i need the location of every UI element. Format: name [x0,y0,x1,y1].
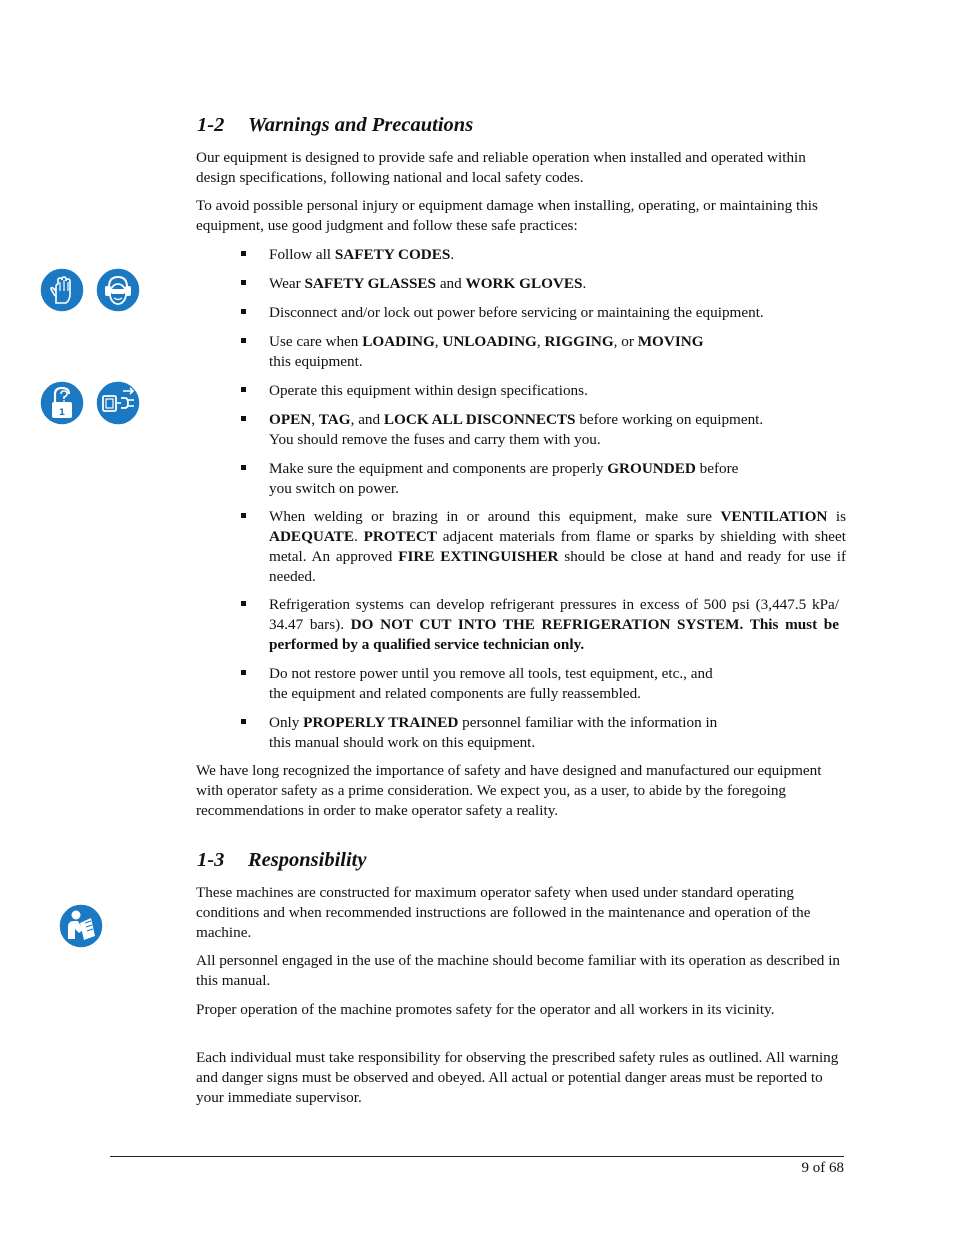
paragraph: Our equipment is designed to provide safe and reliable operation when installed and operated within design specifications, following national and local safety codes. [196,149,806,186]
list-item: OPEN, TAG, and LOCK ALL DISCONNECTS before working on equipment. You should remove the fuses and carry them with you. [269,410,846,450]
list-item: Only PROPERLY TRAINED personnel familiar with the information in this manual should work on this equipment. [269,713,846,753]
section-title: Warnings and Precautions [248,114,474,136]
paragraph: Each individual must take responsibility for observing the prescribed safety rules as outlined. All warning and danger signs must be observed and obeyed. All actual or potential danger areas must be reported to your immediate supervisor. [196,1049,839,1106]
paragraph: These machines are constructed for maximum operator safety when used under standard operating conditions and when recommended instructions are followed in the maintenance and operation of the machine. [196,884,811,941]
list-item: Follow all SAFETY CODES. [269,245,846,265]
paragraph: We have long recognized the importance of safety and have designed and manufactured our equipment with operator safety as a prime consideration. We expect you, as a user, to abide by the foregoing recommendations in order to make operator safety a reality. [196,762,822,819]
wear-safety-glasses-icon [95,267,141,313]
paragraph: All personnel engaged in the use of the machine should become familiar with its operation as described in this manual. [196,952,841,989]
read-manual-icon [58,903,104,949]
section-heading-warnings [197,114,473,137]
paragraph: To avoid possible personal injury or equipment damage when installing, operating, or maintaining this equipment, use good judgment and follow these safe practices: [196,197,818,234]
list-item: Do not restore power until you remove all tools, test equipment, etc., and the equipment and related components are fully reassembled. [269,664,846,704]
list-item: Refrigeration systems can develop refrigerant pressures in excess of 500 psi (3,447.5 kPa/ 34.47 bars). DO NOT CUT INTO THE REFRIGERATION SYSTEM. This must be performed by a qualified service technician only. [269,595,839,655]
list-item: Operate this equipment within design specifications. [269,381,846,401]
section-number: 1-2 [197,114,225,136]
page-number: 9 of 68 [801,1160,844,1176]
paragraph: Proper operation of the machine promotes safety for the operator and all workers in its vicinity. [196,1001,775,1018]
list-item: When welding or brazing in or around this equipment, make sure VENTILATION is ADEQUATE. PROTECT adjacent materials from flame or sparks by shielding with sheet metal. An approved FIRE EXTINGUISHER should be close at hand and ready for use if needed. [269,507,846,587]
list-item: Wear SAFETY GLASSES and WORK GLOVES. [269,274,846,294]
wear-gloves-icon [39,267,85,313]
list-item: Use care when LOADING, UNLOADING, RIGGING, or MOVING this equipment. [269,332,846,372]
list-item: Disconnect and/or lock out power before servicing or maintaining the equipment. [269,303,846,323]
section-title: Responsibility [248,849,367,871]
list-item: Make sure the equipment and components are properly GROUNDED before you switch on power. [269,459,846,499]
section-heading-responsibility [197,849,366,872]
footer-rule [110,1156,844,1157]
section-number: 1-3 [197,849,225,871]
svg-text:1: 1 [58,408,66,418]
disconnect-power-icon [95,380,141,426]
lockout-tagout-icon [39,380,85,426]
